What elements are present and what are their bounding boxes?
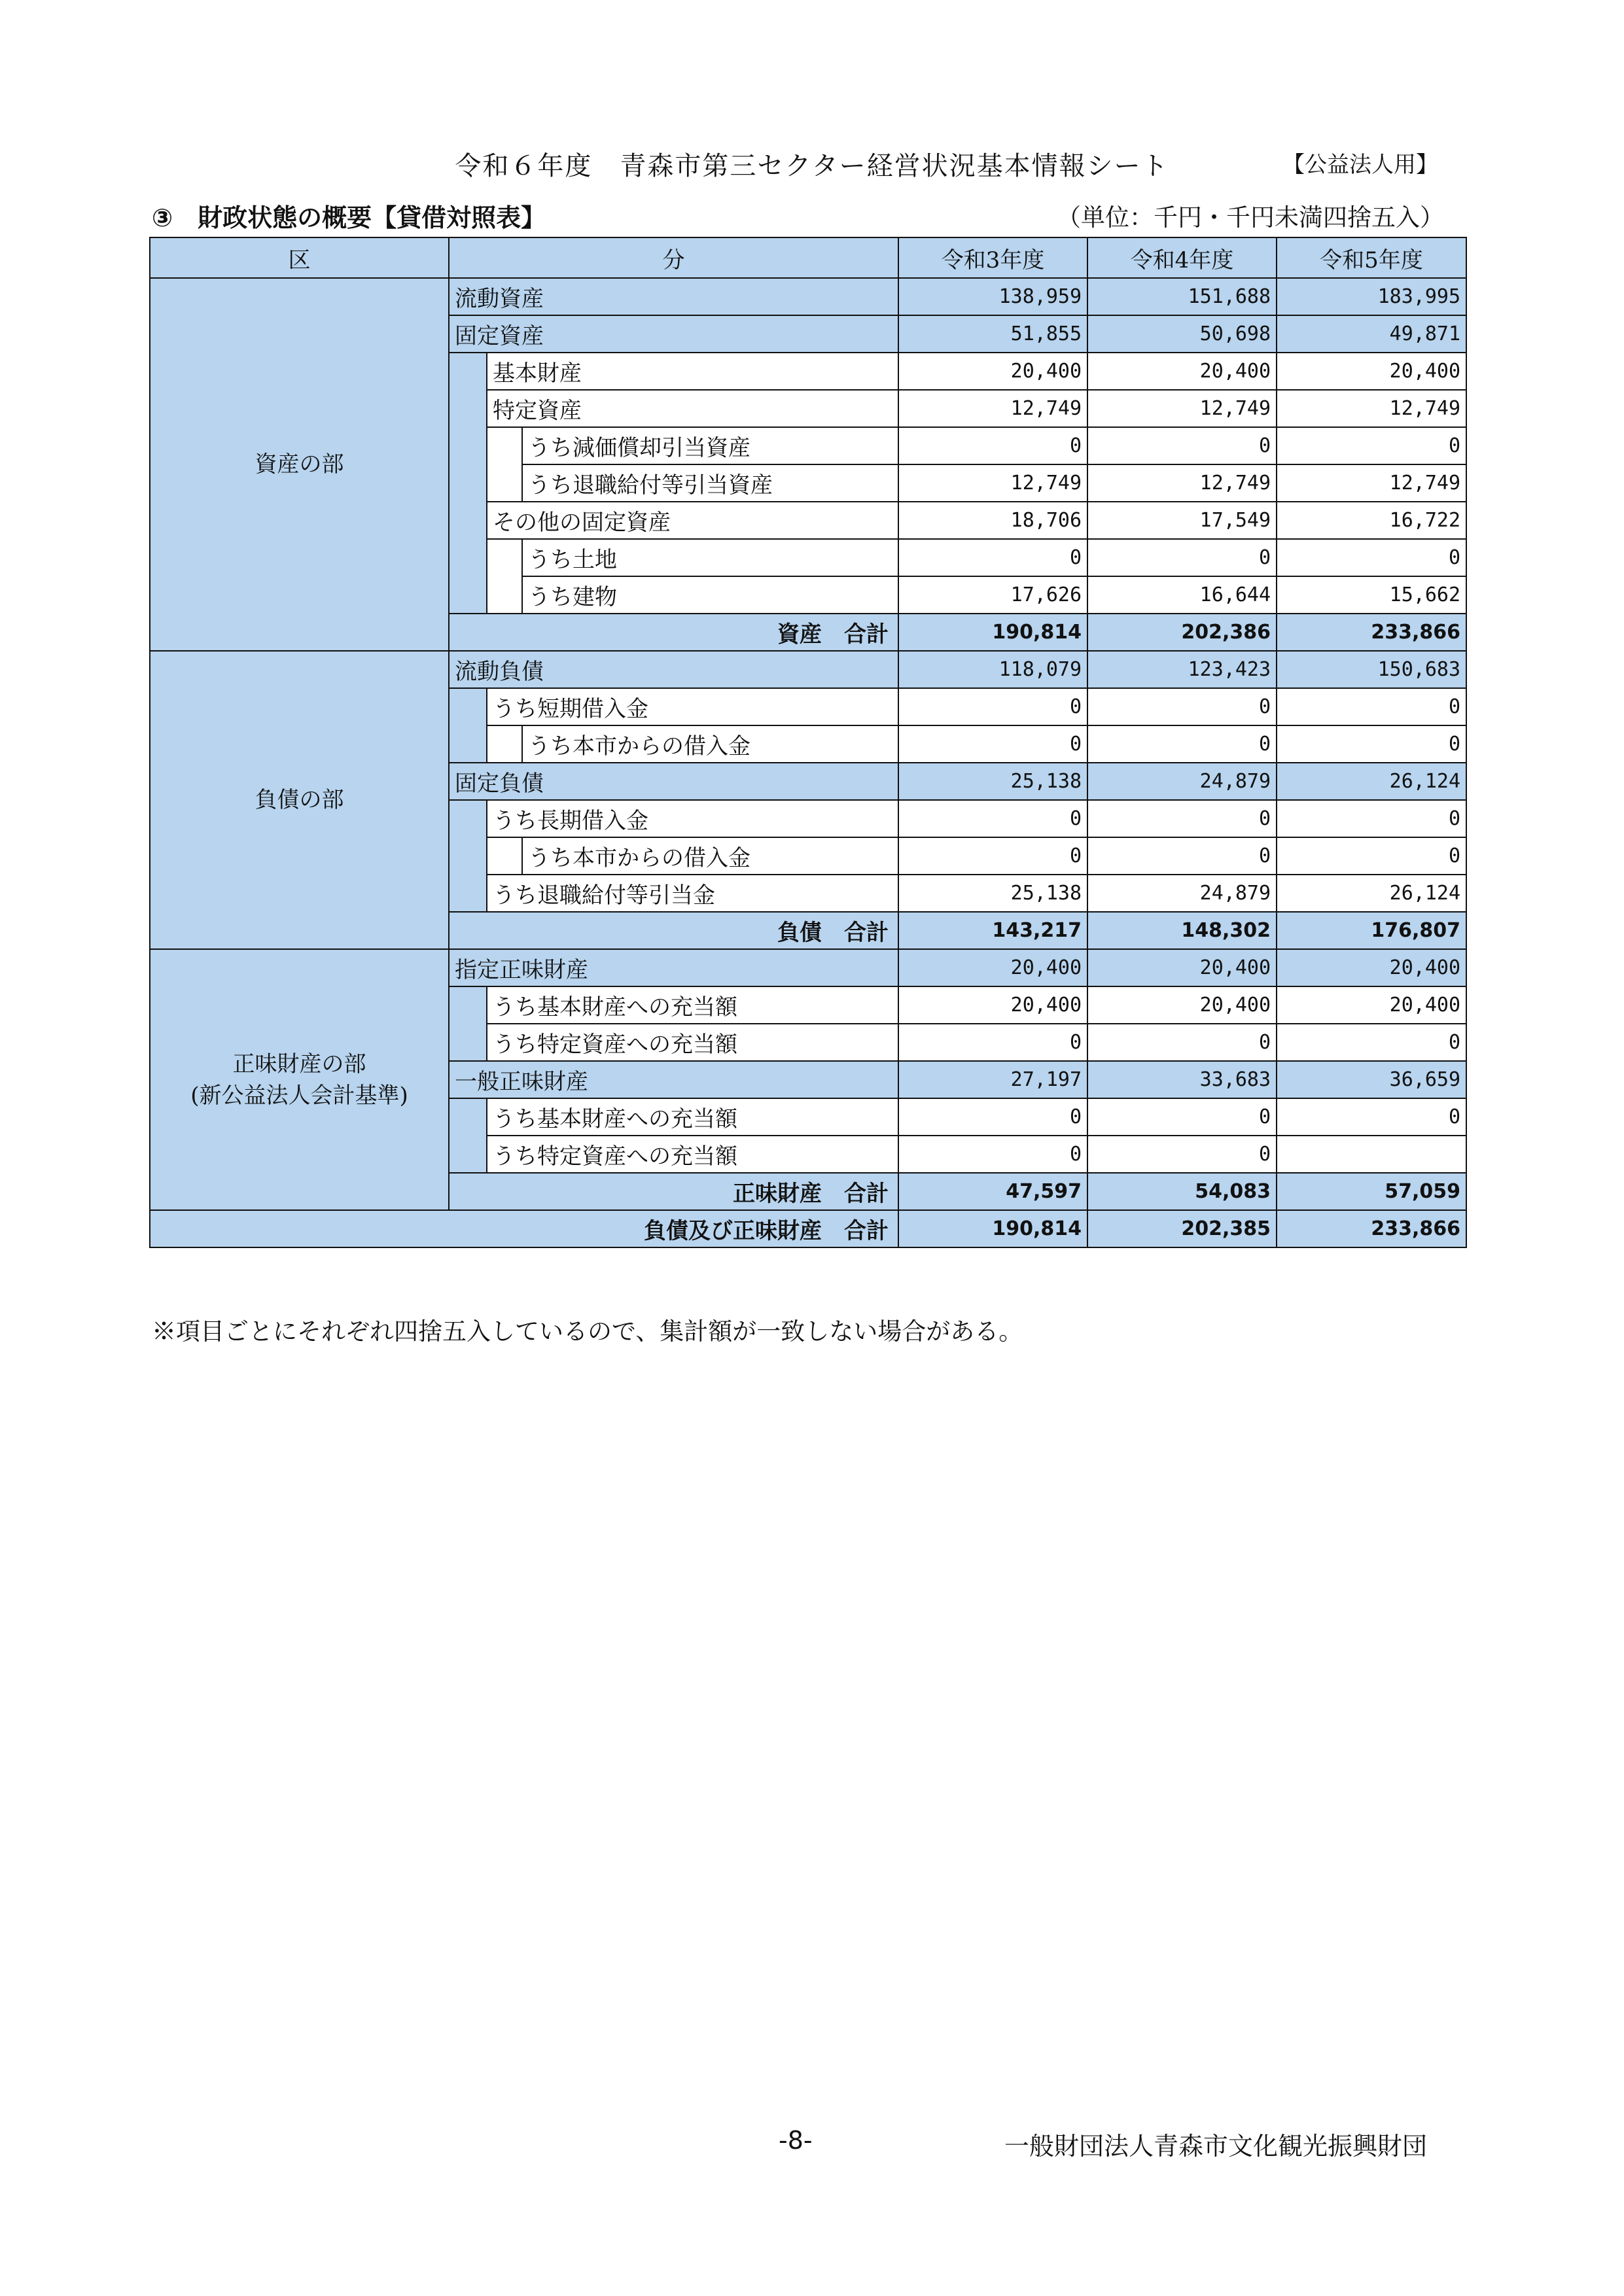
value-cell: 0 bbox=[1277, 539, 1466, 576]
value-cell: 118,079 bbox=[898, 651, 1087, 688]
value-cell: 12,749 bbox=[1277, 464, 1466, 502]
row-label: うち基本財産への充当額 bbox=[487, 986, 898, 1024]
value-cell: 24,879 bbox=[1087, 875, 1277, 912]
value-cell: 12,749 bbox=[1087, 390, 1277, 427]
section-heading: ③ 財政状態の概要【貸借対照表】 bbox=[152, 203, 546, 232]
row-label: 基本財産 bbox=[487, 353, 898, 390]
value-cell: 12,749 bbox=[898, 464, 1087, 502]
row-label: うち本市からの借入金 bbox=[522, 725, 898, 763]
value-cell: 0 bbox=[1087, 837, 1277, 875]
value-cell: 0 bbox=[898, 1098, 1087, 1136]
category-liabilities: 負債の部 bbox=[150, 651, 449, 949]
value-cell: 0 bbox=[1087, 1024, 1277, 1061]
row-label: 指定正味財産 bbox=[449, 949, 898, 986]
row-label: うち建物 bbox=[522, 576, 898, 614]
grand-total-value: 233,866 bbox=[1277, 1210, 1466, 1247]
category-net-assets-label: 正味財産の部 bbox=[232, 1051, 366, 1077]
value-cell: 12,749 bbox=[898, 390, 1087, 427]
value-cell: 20,400 bbox=[898, 353, 1087, 390]
value-cell: 0 bbox=[898, 1024, 1087, 1061]
rounding-note: ※項目ごとにそれぞれ四捨五入しているので、集計額が一致しない場合がある。 bbox=[152, 1317, 1023, 1346]
total-label: 負債 合計 bbox=[449, 912, 898, 949]
total-value: 47,597 bbox=[898, 1173, 1087, 1210]
grand-total-value: 202,385 bbox=[1087, 1210, 1277, 1247]
grand-total-label: 負債及び正味財産 合計 bbox=[150, 1210, 898, 1247]
value-cell: 25,138 bbox=[898, 875, 1087, 912]
row-label: 流動負債 bbox=[449, 651, 898, 688]
indent-cell bbox=[487, 837, 522, 875]
indent-cell bbox=[487, 539, 522, 614]
row-label: うち特定資産への充当額 bbox=[487, 1136, 898, 1173]
header-bun: 分 bbox=[449, 237, 898, 278]
value-cell: 20,400 bbox=[1277, 353, 1466, 390]
value-cell: 20,400 bbox=[1277, 949, 1466, 986]
organization-name: 一般財団法人青森市文化観光振興財団 bbox=[1004, 2132, 1428, 2161]
header-ku: 区 bbox=[150, 237, 449, 278]
row-label: うち土地 bbox=[522, 539, 898, 576]
row-label: 特定資産 bbox=[487, 390, 898, 427]
value-cell bbox=[1277, 1136, 1466, 1173]
value-cell: 20,400 bbox=[1087, 949, 1277, 986]
value-cell: 0 bbox=[898, 539, 1087, 576]
indent-cell bbox=[449, 800, 487, 912]
value-cell: 17,626 bbox=[898, 576, 1087, 614]
total-value: 148,302 bbox=[1087, 912, 1277, 949]
row-label: その他の固定資産 bbox=[487, 502, 898, 539]
total-value: 202,386 bbox=[1087, 614, 1277, 651]
value-cell: 20,400 bbox=[1087, 986, 1277, 1024]
value-cell: 0 bbox=[898, 725, 1087, 763]
indent-cell bbox=[449, 353, 487, 614]
value-cell: 0 bbox=[898, 427, 1087, 464]
value-cell: 0 bbox=[1277, 1024, 1466, 1061]
value-cell: 51,855 bbox=[898, 315, 1087, 353]
value-cell: 50,698 bbox=[1087, 315, 1277, 353]
row-label: うち退職給付等引当金 bbox=[487, 875, 898, 912]
value-cell: 183,995 bbox=[1277, 278, 1466, 315]
value-cell: 17,549 bbox=[1087, 502, 1277, 539]
row-label: 流動資産 bbox=[449, 278, 898, 315]
balance-sheet-table bbox=[149, 237, 1467, 1248]
page-number: -8- bbox=[779, 2126, 813, 2155]
value-cell: 0 bbox=[1087, 1136, 1277, 1173]
value-cell: 123,423 bbox=[1087, 651, 1277, 688]
value-cell: 18,706 bbox=[898, 502, 1087, 539]
row-label: 固定負債 bbox=[449, 763, 898, 800]
category-net-assets-basis: (新公益法人会計基準) bbox=[190, 1082, 408, 1109]
indent-cell bbox=[487, 725, 522, 763]
value-cell: 36,659 bbox=[1277, 1061, 1466, 1098]
table-row bbox=[150, 278, 1466, 315]
value-cell: 0 bbox=[898, 1136, 1087, 1173]
value-cell: 0 bbox=[898, 688, 1087, 725]
indent-cell bbox=[449, 688, 487, 763]
total-value: 176,807 bbox=[1277, 912, 1466, 949]
row-label: うち特定資産への充当額 bbox=[487, 1024, 898, 1061]
grand-total-row bbox=[150, 1210, 1466, 1247]
value-cell: 15,662 bbox=[1277, 576, 1466, 614]
indent-cell bbox=[449, 1098, 487, 1173]
table-row bbox=[150, 651, 1466, 688]
value-cell: 150,683 bbox=[1277, 651, 1466, 688]
value-cell: 20,400 bbox=[1087, 353, 1277, 390]
value-cell: 0 bbox=[1087, 539, 1277, 576]
row-label: うち本市からの借入金 bbox=[522, 837, 898, 875]
value-cell: 49,871 bbox=[1277, 315, 1466, 353]
header-year-2: 令和4年度 bbox=[1087, 237, 1277, 278]
row-label: うち減価償却引当資産 bbox=[522, 427, 898, 464]
total-value: 190,814 bbox=[898, 614, 1087, 651]
value-cell: 20,400 bbox=[898, 949, 1087, 986]
value-cell: 16,644 bbox=[1087, 576, 1277, 614]
value-cell: 20,400 bbox=[1277, 986, 1466, 1024]
value-cell: 20,400 bbox=[898, 986, 1087, 1024]
row-label: うち退職給付等引当資産 bbox=[522, 464, 898, 502]
value-cell: 33,683 bbox=[1087, 1061, 1277, 1098]
total-label: 正味財産 合計 bbox=[449, 1173, 898, 1210]
header-year-3: 令和5年度 bbox=[1277, 237, 1466, 278]
value-cell: 0 bbox=[1277, 725, 1466, 763]
header-year-1: 令和3年度 bbox=[898, 237, 1087, 278]
value-cell: 0 bbox=[1087, 1098, 1277, 1136]
value-cell: 24,879 bbox=[1087, 763, 1277, 800]
value-cell: 0 bbox=[1087, 688, 1277, 725]
value-cell: 0 bbox=[1277, 1098, 1466, 1136]
sheet-title: 令和６年度 青森市第三セクター経営状況基本情報シート bbox=[455, 151, 1169, 181]
row-label: うち基本財産への充当額 bbox=[487, 1098, 898, 1136]
value-cell: 0 bbox=[1087, 427, 1277, 464]
value-cell: 25,138 bbox=[898, 763, 1087, 800]
value-cell: 0 bbox=[898, 837, 1087, 875]
value-cell: 26,124 bbox=[1277, 875, 1466, 912]
total-value: 233,866 bbox=[1277, 614, 1466, 651]
total-label: 資産 合計 bbox=[449, 614, 898, 651]
value-cell: 0 bbox=[1087, 725, 1277, 763]
category-net-assets bbox=[150, 949, 449, 1210]
value-cell: 27,197 bbox=[898, 1061, 1087, 1098]
unit-note: （単位：千円・千円未満四捨五入） bbox=[1057, 203, 1444, 232]
category-assets: 資産の部 bbox=[150, 278, 449, 651]
table-header-row bbox=[150, 237, 1466, 278]
value-cell: 12,749 bbox=[1277, 390, 1466, 427]
value-cell: 0 bbox=[1277, 837, 1466, 875]
value-cell: 26,124 bbox=[1277, 763, 1466, 800]
table-row bbox=[150, 949, 1466, 986]
value-cell: 0 bbox=[1277, 688, 1466, 725]
total-value: 143,217 bbox=[898, 912, 1087, 949]
grand-total-value: 190,814 bbox=[898, 1210, 1087, 1247]
indent-cell bbox=[487, 427, 522, 502]
row-label: 一般正味財産 bbox=[449, 1061, 898, 1098]
total-value: 54,083 bbox=[1087, 1173, 1277, 1210]
value-cell: 0 bbox=[898, 800, 1087, 837]
value-cell: 0 bbox=[1277, 427, 1466, 464]
value-cell: 12,749 bbox=[1087, 464, 1277, 502]
row-label: 固定資産 bbox=[449, 315, 898, 353]
indent-cell bbox=[449, 986, 487, 1061]
value-cell: 0 bbox=[1087, 800, 1277, 837]
value-cell: 0 bbox=[1277, 800, 1466, 837]
row-label: うち長期借入金 bbox=[487, 800, 898, 837]
row-label: うち短期借入金 bbox=[487, 688, 898, 725]
value-cell: 138,959 bbox=[898, 278, 1087, 315]
entity-type-badge: 【公益法人用】 bbox=[1282, 152, 1438, 178]
value-cell: 16,722 bbox=[1277, 502, 1466, 539]
value-cell: 151,688 bbox=[1087, 278, 1277, 315]
total-value: 57,059 bbox=[1277, 1173, 1466, 1210]
